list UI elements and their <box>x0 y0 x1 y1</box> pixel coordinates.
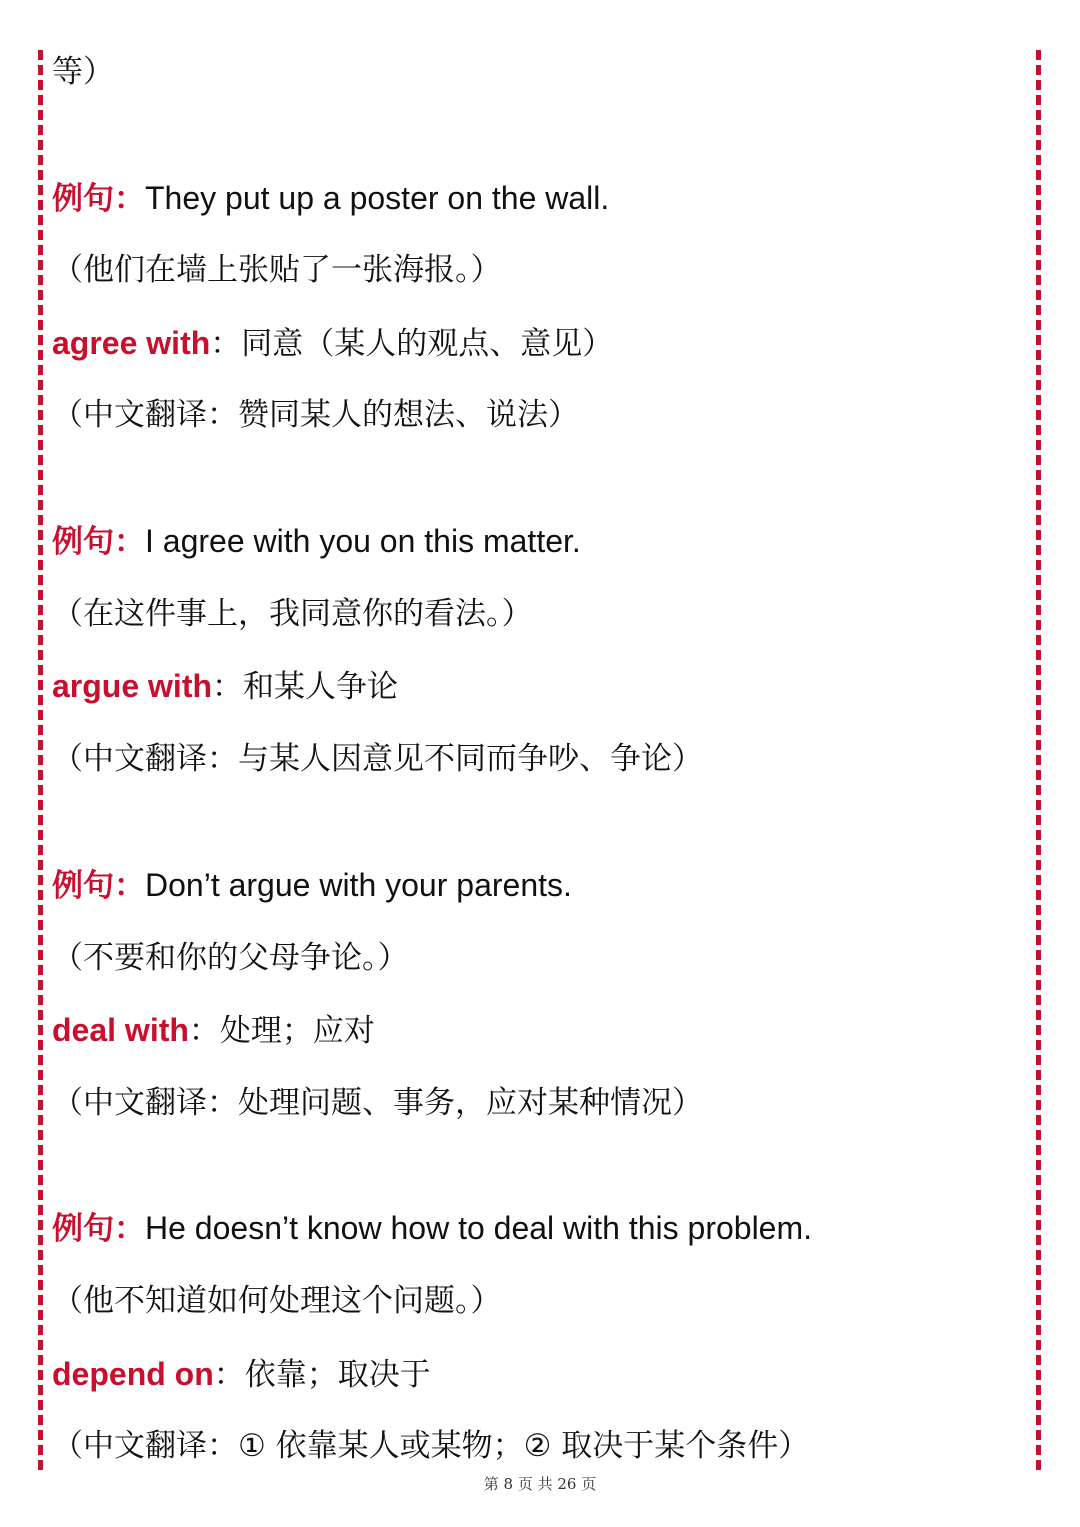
example-sentence-2 <box>52 519 581 563</box>
phrase-translation-4 <box>52 1424 809 1468</box>
phrase-deal-with <box>52 1008 375 1052</box>
phrase-depend-on <box>52 1352 431 1396</box>
translation-1 <box>52 248 502 292</box>
left-dashed-border <box>38 50 43 1470</box>
continuation-text: 等） <box>52 54 114 90</box>
example-sentence-1 <box>52 176 609 220</box>
phrase-term: deal with <box>52 1012 189 1048</box>
example-text: I agree with you on this matter. <box>145 523 581 559</box>
translation-3 <box>52 936 409 980</box>
example-text: Don’t argue with your parents. <box>145 867 572 903</box>
phrase-translation-3 <box>52 1081 703 1125</box>
phrase-translation-2 <box>52 737 703 781</box>
phrase-term: depend on <box>52 1356 214 1392</box>
continuation-line <box>52 50 114 94</box>
page-number-footer: 第 8 页 共 26 页 <box>483 1475 597 1493</box>
translation-text: （不要和你的父母争论。） <box>52 940 409 976</box>
phrase-definition: ：同意（某人的观点、意见） <box>210 326 614 362</box>
example-label: 例句： <box>52 181 145 217</box>
phrase-definition: ：依靠；取决于 <box>213 1357 431 1393</box>
example-label: 例句： <box>52 868 145 904</box>
phrase-term: argue with <box>52 668 213 704</box>
translation-4 <box>52 1279 502 1323</box>
example-label: 例句： <box>52 1211 145 1247</box>
example-sentence-3 <box>52 863 572 907</box>
translation-text: （他不知道如何处理这个问题。） <box>52 1283 502 1319</box>
example-sentence-4 <box>52 1206 812 1250</box>
phrase-definition: ：处理；应对 <box>188 1013 375 1049</box>
example-text: He doesn’t know how to deal with this problem. <box>145 1210 813 1246</box>
phrase-argue-with <box>52 664 398 708</box>
phrase-term: agree with <box>52 325 211 361</box>
example-text: They put up a poster on the wall. <box>145 180 610 216</box>
example-label: 例句： <box>52 524 145 560</box>
phrase-translation-text: （中文翻译：与某人因意见不同而争吵、争论） <box>52 741 703 777</box>
phrase-agree-with <box>52 321 613 365</box>
phrase-definition: ：和某人争论 <box>212 669 399 705</box>
phrase-translation-text: （中文翻译：处理问题、事务，应对某种情况） <box>52 1085 703 1121</box>
right-dashed-border <box>1036 50 1041 1470</box>
phrase-translation-text: （中文翻译：赞同某人的想法、说法） <box>52 397 579 433</box>
phrase-translation-text: （中文翻译：① 依靠某人或某物；② 取决于某个条件） <box>52 1428 810 1464</box>
phrase-translation-1 <box>52 393 579 437</box>
translation-text: （他们在墙上张贴了一张海报。） <box>52 252 502 288</box>
translation-text: （在这件事上，我同意你的看法。） <box>52 596 533 632</box>
translation-2 <box>52 592 533 636</box>
